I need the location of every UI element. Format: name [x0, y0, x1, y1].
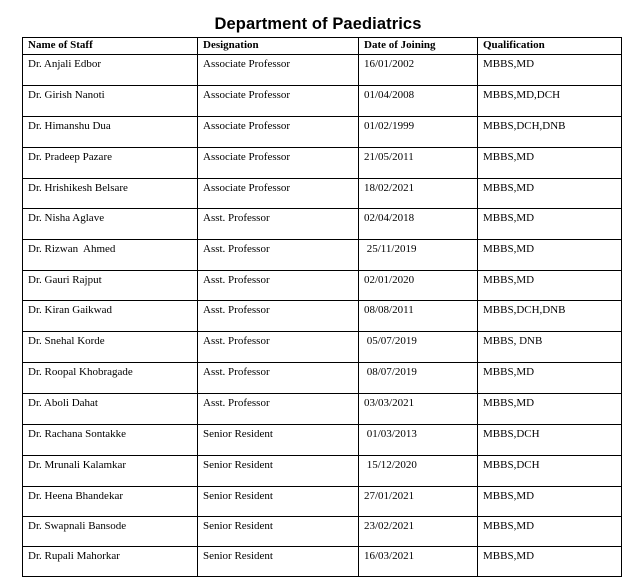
cell-name: Dr. Rizwan Ahmed — [23, 240, 198, 271]
cell-designation: Senior Resident — [198, 547, 359, 577]
cell-name: Dr. Mrunali Kalamkar — [23, 456, 198, 487]
table-row — [23, 209, 622, 240]
cell-qualification: MBBS,MD — [478, 487, 622, 517]
cell-date-of-joining: 08/07/2019 — [359, 363, 478, 394]
cell-designation: Associate Professor — [198, 148, 359, 179]
cell-qualification: MBBS,MD — [478, 394, 622, 425]
table-row — [23, 271, 622, 301]
cell-designation: Associate Professor — [198, 117, 359, 148]
cell-designation: Associate Professor — [198, 86, 359, 117]
cell-qualification: MBBS,MD — [478, 517, 622, 547]
cell-name: Dr. Anjali Edbor — [23, 55, 198, 86]
table-row — [23, 55, 622, 86]
table-body — [23, 55, 622, 577]
cell-date-of-joining: 15/12/2020 — [359, 456, 478, 487]
cell-designation: Asst. Professor — [198, 271, 359, 301]
cell-qualification: MBBS,MD — [478, 240, 622, 271]
cell-designation: Asst. Professor — [198, 363, 359, 394]
page-title: Department of Paediatrics — [214, 15, 422, 33]
cell-qualification: MBBS,MD — [478, 148, 622, 179]
table-row — [23, 487, 622, 517]
cell-date-of-joining: 16/01/2002 — [359, 55, 478, 86]
cell-date-of-joining: 16/03/2021 — [359, 547, 478, 577]
cell-qualification: MBBS,MD — [478, 363, 622, 394]
cell-date-of-joining: 01/04/2008 — [359, 86, 478, 117]
cell-name: Dr. Hrishikesh Belsare — [23, 179, 198, 209]
cell-qualification: MBBS,DCH,DNB — [478, 117, 622, 148]
table-row — [23, 332, 622, 363]
cell-name: Dr. Gauri Rajput — [23, 271, 198, 301]
cell-qualification: MBBS,DCH,DNB — [478, 301, 622, 332]
cell-designation: Asst. Professor — [198, 332, 359, 363]
cell-date-of-joining: 27/01/2021 — [359, 487, 478, 517]
cell-designation: Asst. Professor — [198, 209, 359, 240]
cell-name: Dr. Snehal Korde — [23, 332, 198, 363]
cell-qualification: MBBS,MD — [478, 209, 622, 240]
table-row — [23, 240, 622, 271]
cell-designation: Senior Resident — [198, 487, 359, 517]
cell-date-of-joining: 05/07/2019 — [359, 332, 478, 363]
table-header-row — [23, 38, 622, 55]
cell-qualification: MBBS,DCH — [478, 456, 622, 487]
cell-date-of-joining: 25/11/2019 — [359, 240, 478, 271]
cell-name: Dr. Rupali Mahorkar — [23, 547, 198, 577]
cell-designation: Senior Resident — [198, 456, 359, 487]
table-row — [23, 179, 622, 209]
cell-designation: Senior Resident — [198, 517, 359, 547]
cell-date-of-joining: 23/02/2021 — [359, 517, 478, 547]
cell-date-of-joining: 18/02/2021 — [359, 179, 478, 209]
cell-qualification: MBBS,DCH — [478, 425, 622, 456]
cell-name: Dr. Himanshu Dua — [23, 117, 198, 148]
cell-name: Dr. Pradeep Pazare — [23, 148, 198, 179]
header-name-of-staff: Name of Staff — [23, 38, 198, 55]
cell-designation: Associate Professor — [198, 179, 359, 209]
table-row — [23, 425, 622, 456]
cell-date-of-joining: 21/05/2011 — [359, 148, 478, 179]
table-row — [23, 363, 622, 394]
cell-qualification: MBBS,MD — [478, 271, 622, 301]
table-row — [23, 547, 622, 577]
table-row — [23, 148, 622, 179]
cell-name: Dr. Aboli Dahat — [23, 394, 198, 425]
cell-date-of-joining: 01/02/1999 — [359, 117, 478, 148]
staff-table — [22, 37, 622, 577]
cell-qualification: MBBS,MD — [478, 179, 622, 209]
header-qualification: Qualification — [478, 38, 622, 55]
header-designation: Designation — [198, 38, 359, 55]
cell-designation: Asst. Professor — [198, 394, 359, 425]
cell-qualification: MBBS, DNB — [478, 332, 622, 363]
cell-designation: Asst. Professor — [198, 240, 359, 271]
cell-date-of-joining: 01/03/2013 — [359, 425, 478, 456]
cell-name: Dr. Kiran Gaikwad — [23, 301, 198, 332]
cell-designation: Asst. Professor — [198, 301, 359, 332]
cell-date-of-joining: 02/01/2020 — [359, 271, 478, 301]
cell-date-of-joining: 03/03/2021 — [359, 394, 478, 425]
table-row — [23, 301, 622, 332]
cell-name: Dr. Roopal Khobragade — [23, 363, 198, 394]
cell-designation: Senior Resident — [198, 425, 359, 456]
cell-qualification: MBBS,MD — [478, 547, 622, 577]
table-row — [23, 456, 622, 487]
table-row — [23, 517, 622, 547]
cell-date-of-joining: 08/08/2011 — [359, 301, 478, 332]
cell-name: Dr. Girish Nanoti — [23, 86, 198, 117]
header-date-of-joining: Date of Joining — [359, 38, 478, 55]
table-row — [23, 117, 622, 148]
cell-date-of-joining: 02/04/2018 — [359, 209, 478, 240]
cell-name: Dr. Rachana Sontakke — [23, 425, 198, 456]
table-row — [23, 394, 622, 425]
cell-name: Dr. Heena Bhandekar — [23, 487, 198, 517]
cell-qualification: MBBS,MD — [478, 55, 622, 86]
cell-name: Dr. Nisha Aglave — [23, 209, 198, 240]
cell-name: Dr. Swapnali Bansode — [23, 517, 198, 547]
cell-designation: Associate Professor — [198, 55, 359, 86]
table-row — [23, 86, 622, 117]
cell-qualification: MBBS,MD,DCH — [478, 86, 622, 117]
